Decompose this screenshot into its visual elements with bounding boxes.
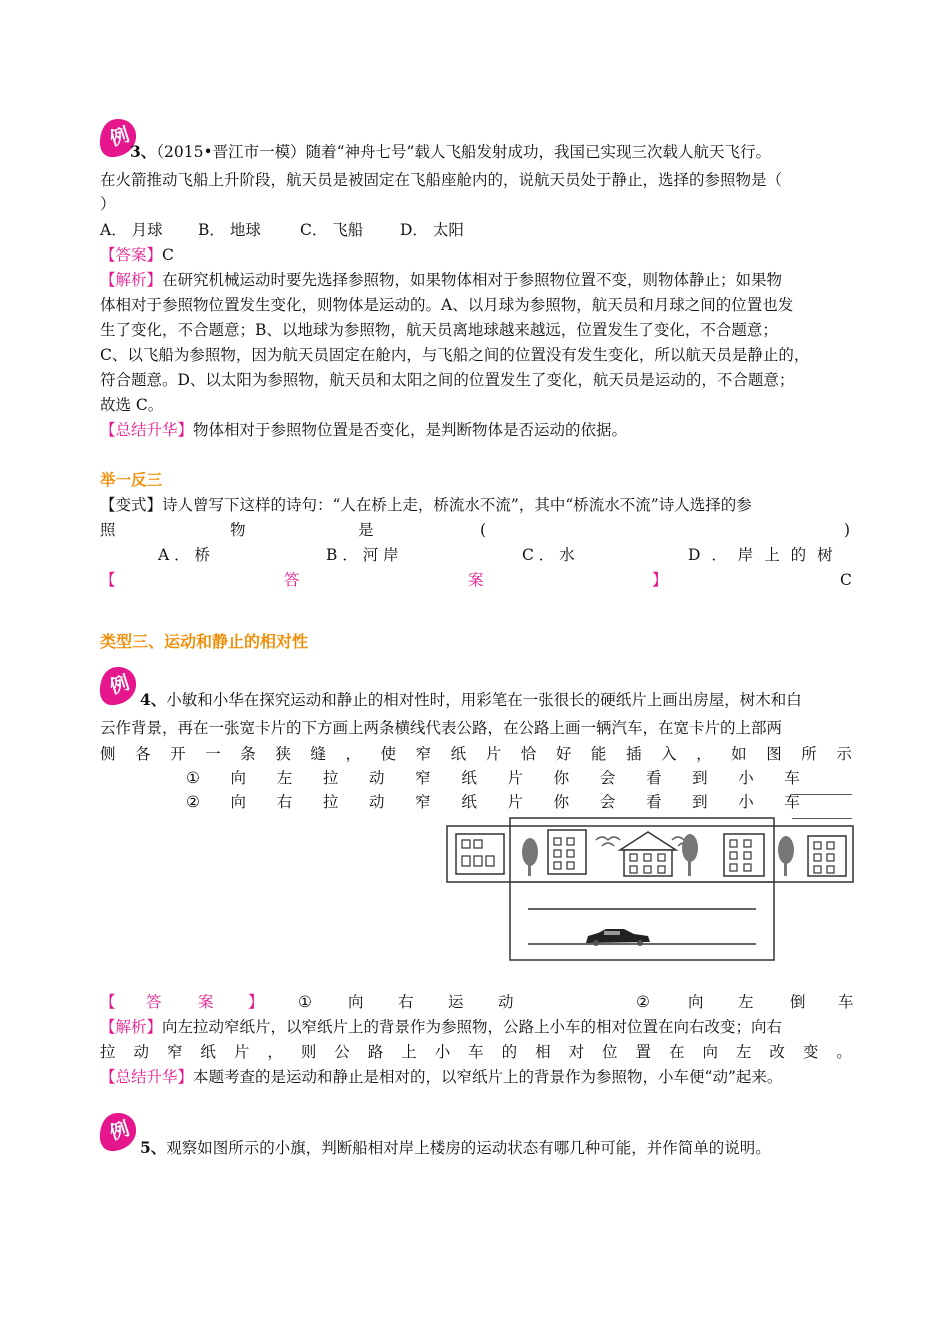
q4-line1	[140, 688, 852, 712]
practice-answer: C	[840, 571, 852, 589]
spaced-char: 好	[555, 745, 572, 763]
practice-option-a: A ． 桥	[158, 546, 211, 564]
spaced-char: ，	[345, 745, 361, 763]
q5-number: 5、	[140, 1138, 167, 1157]
spaced-char: 狭	[275, 745, 291, 763]
spaced-char: 拉	[100, 1043, 116, 1061]
spaced-char: 一	[205, 745, 221, 763]
q3-summary-line	[100, 418, 852, 442]
answer-part: 运	[448, 993, 464, 1011]
spaced-char: 左	[276, 769, 293, 787]
practice-option-d: D ． 岸 上 的 树	[688, 546, 836, 564]
answer-part: 车	[838, 993, 854, 1011]
spaced-char: 拉	[322, 769, 339, 787]
spaced-char: 纸	[461, 769, 477, 787]
q4-summary-line	[100, 1065, 852, 1089]
practice-word: 物	[230, 521, 246, 539]
spaced-char: 位	[602, 1043, 618, 1061]
spaced-char: 对	[568, 1043, 585, 1061]
spaced-char: 小	[738, 793, 754, 811]
example-badge-text: 例	[107, 123, 133, 151]
practice-line1: 【变式】诗人曾写下这样的诗句：“人在桥上走，桥流水不流”，其中“桥流水不流”诗人选择的参	[100, 496, 752, 514]
q4-analysis-text: 向左拉动窄纸片，以窄纸片上的背景作为参照物，公路上小车的相对位置在向右改变；向右	[162, 1018, 783, 1036]
spaced-char: 右	[276, 793, 293, 811]
spaced-char: 窄	[415, 745, 432, 763]
answer-part: 动	[498, 993, 514, 1011]
spaced-char: 到	[692, 769, 708, 787]
spaced-char: 向	[230, 793, 247, 811]
q5-line	[140, 1136, 852, 1160]
spaced-char: 缝	[310, 745, 326, 763]
spaced-char: 动	[369, 793, 385, 811]
answer-part: 向	[688, 993, 704, 1011]
spaced-char: 恰	[520, 745, 537, 763]
spaced-char: 条	[240, 745, 256, 763]
q3-analysis-line4: C、以飞船为参照物，因为航天员固定在舱内，与飞船之间的位置没有发生变化，所以航天员是静止的，	[100, 346, 810, 364]
q3-analysis-line2: 体相对于参照物位置发生变化，则物体是运动的。A、以月球为参照物，航天员和月球之间的位置也发	[100, 296, 794, 314]
spaced-char: 看	[645, 769, 662, 787]
spaced-char: 片	[507, 793, 523, 811]
spaced-char: 相	[535, 1043, 551, 1061]
spaced-char: 拉	[322, 793, 339, 811]
spaced-char: 窄	[415, 769, 431, 787]
spaced-char: 能	[590, 745, 607, 763]
spaced-char: 路	[367, 1043, 384, 1061]
q3-analysis-line1	[100, 268, 852, 292]
spaced-char: 窄	[166, 1043, 183, 1061]
practice-line2	[100, 518, 852, 542]
q4-analysis-label: 【解析】	[100, 1018, 163, 1036]
q4-summary: 本题考查的是运动和静止是相对的，以窄纸片上的背景作为参照物，小车便“动”起来。	[193, 1068, 783, 1086]
spaced-char: 使	[380, 745, 397, 763]
spaced-char: 开	[170, 745, 186, 763]
answer-part: ①	[298, 993, 312, 1011]
practice-word: 照	[100, 521, 116, 539]
answer-char: 答	[146, 993, 162, 1011]
q4-number: 4、	[140, 690, 167, 709]
practice-word: )	[844, 521, 851, 539]
answer-bracket: 【	[100, 571, 116, 589]
q3-line1	[130, 140, 860, 164]
spaced-char: 纸	[461, 793, 477, 811]
spaced-char: 。	[836, 1043, 852, 1061]
example-badge-text: 例	[107, 671, 133, 699]
spaced-char: 向	[702, 1043, 718, 1061]
spaced-char: 车	[784, 793, 800, 811]
spaced-char: 示	[836, 745, 852, 763]
spaced-char: 所	[801, 745, 817, 763]
spaced-char: 小	[434, 1043, 451, 1061]
spaced-char: 插	[625, 745, 642, 763]
example-badge-icon	[96, 1110, 140, 1154]
q3-stem-line3: ）	[100, 195, 116, 213]
practice-option-c: C ． 水	[522, 546, 575, 564]
spaced-char: 改	[769, 1043, 785, 1061]
q3-summary-label: 【总结升华】	[100, 421, 194, 439]
spaced-char: 窄	[415, 793, 431, 811]
answer-bracket: 【	[100, 993, 116, 1011]
spaced-char: 动	[369, 769, 385, 787]
spaced-char: 片	[233, 1043, 250, 1061]
answer-char: 案	[198, 993, 214, 1011]
q3-option-b: B． 地球	[198, 221, 261, 239]
q4-blank-1[interactable]	[792, 780, 852, 795]
spaced-char: 片	[507, 769, 523, 787]
q3-number: 3、	[130, 142, 157, 161]
spaced-char: ②	[186, 793, 200, 811]
q3-analysis-line6: 故选 C。	[100, 396, 164, 414]
q3-option-d: D． 太阳	[400, 221, 464, 239]
q3-answer-line	[100, 243, 852, 267]
spaced-char: 则	[300, 1043, 317, 1061]
spaced-char: 片	[485, 745, 502, 763]
spaced-char: 的	[501, 1043, 518, 1061]
spaced-char: 入	[661, 745, 677, 763]
spaced-char: 会	[599, 793, 616, 811]
answer-part: 向	[348, 993, 364, 1011]
spaced-char: 看	[645, 793, 662, 811]
spaced-char: 你	[553, 769, 570, 787]
example-badge-icon	[96, 664, 140, 708]
answer-bracket: 】	[248, 993, 264, 1011]
spaced-char: 车	[468, 1043, 484, 1061]
spaced-char: ①	[186, 769, 200, 787]
q4-stem-line3	[100, 742, 852, 766]
spaced-char: 小	[738, 769, 754, 787]
spaced-char: ，	[696, 745, 712, 763]
spaced-char: ，	[267, 1043, 283, 1061]
spaced-char: 置	[635, 1043, 652, 1061]
q4-summary-label: 【总结升华】	[100, 1068, 194, 1086]
spaced-char: 向	[230, 769, 247, 787]
q4-answer-line	[100, 990, 852, 1014]
q4-stem-line2: 云作背景，再在一张宽卡片的下方画上两条横线代表公路，在公路上画一辆汽车，在宽卡片的上部两	[100, 719, 783, 737]
q4-stem-line1: 小敏和小华在探究运动和静止的相对性时，用彩笔在一张很长的硬纸片上画出房屋，树木和白	[166, 691, 802, 709]
q4-stem-line5	[186, 790, 800, 814]
example-badge-text: 例	[107, 1117, 133, 1145]
answer-part: ②	[636, 993, 650, 1011]
answer-char: 答	[284, 571, 300, 589]
spaced-char: 左	[735, 1043, 752, 1061]
practice-answer-line	[100, 568, 852, 592]
q3-stem-line2: 在火箭推动飞船上升阶段，航天员是被固定在飞船座舱内的，说航天员处于静止，选择的参照物是（	[100, 171, 783, 189]
answer-part: 左	[738, 993, 754, 1011]
spaced-char: 公	[334, 1043, 350, 1061]
q3-analysis-line5: 符合题意。D、以太阳为参照物，航天员和太阳之间的位置发生了变化，航天员是运动的，不合题意；	[100, 371, 795, 389]
answer-char: 案	[468, 571, 484, 589]
spaced-char: 各	[135, 745, 151, 763]
practice-option-b: B ． 河 岸	[326, 546, 399, 564]
practice-options	[100, 543, 852, 567]
practice-word: 是	[358, 521, 374, 539]
spaced-char: 如	[731, 745, 747, 763]
answer-bracket: 】	[652, 571, 668, 589]
road-figure-illustration	[446, 816, 856, 962]
q3-option-c: C． 飞船	[300, 221, 364, 239]
spaced-char: 动	[133, 1043, 149, 1061]
spaced-char: 在	[668, 1043, 685, 1061]
q4-analysis-line1	[100, 1015, 852, 1039]
q4-stem-line4	[186, 766, 800, 790]
q3-options	[100, 218, 852, 242]
spaced-char: 上	[401, 1043, 417, 1061]
q3-analysis-label: 【解析】	[100, 271, 163, 289]
q3-answer-label: 【答案】	[100, 246, 163, 264]
practice-heading: 举一反三	[100, 471, 163, 489]
spaced-char: 侧	[100, 745, 116, 763]
q3-answer: C	[162, 246, 174, 264]
q3-analysis-line3: 生了变化，不合题意；B、以地球为参照物，航天员离地球越来越远，位置发生了变化，不合题意；	[100, 321, 778, 339]
answer-part: 右	[398, 993, 414, 1011]
practice-word: (	[480, 521, 487, 539]
q3-analysis-text-1: 在研究机械运动时要先选择参照物，如果物体相对于参照物位置不变，则物体静止；如果物	[162, 271, 783, 289]
q4-analysis-line2	[100, 1040, 852, 1064]
section3-heading: 类型三、运动和静止的相对性	[100, 632, 309, 651]
spaced-char: 图	[766, 745, 782, 763]
q4-figure	[446, 816, 856, 962]
q5-text: 观察如图所示的小旗，判断船相对岸上楼房的运动状态有哪几种可能，并作简单的说明。	[166, 1139, 771, 1157]
q3-option-a: A． 月球	[100, 221, 163, 239]
spaced-char: 变	[802, 1043, 819, 1061]
q3-summary: 物体相对于参照物位置是否变化，是判断物体是否运动的依据。	[193, 421, 628, 439]
spaced-char: 到	[692, 793, 708, 811]
answer-part: 倒	[790, 993, 806, 1011]
spaced-char: 会	[599, 769, 616, 787]
spaced-char: 纸	[450, 745, 467, 763]
spaced-char: 你	[553, 793, 570, 811]
spaced-char: 车	[784, 769, 800, 787]
spaced-char: 纸	[200, 1043, 216, 1061]
q3-stem-line1: （2015•晋江市一模）随着“神舟七号”载人飞船发射成功，我国已实现三次载人航天飞行。	[156, 143, 771, 161]
